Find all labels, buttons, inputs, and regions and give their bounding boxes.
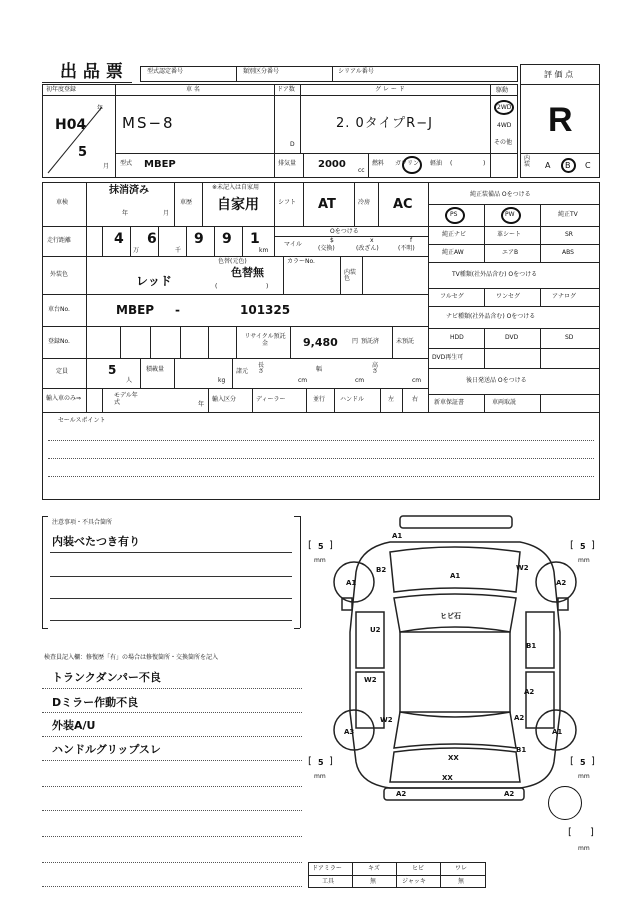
legend-r1-c4: ワレ xyxy=(455,865,468,872)
handle-left: 左 xyxy=(388,396,395,403)
tire-rr-bracket: [ xyxy=(570,756,574,767)
mileage-unit-km: km xyxy=(259,247,269,254)
evaluation-score: R xyxy=(548,101,573,139)
fuel-gasoline: ガソリン xyxy=(395,160,420,167)
first-reg-year: H04 xyxy=(55,117,87,133)
opt-manual: 車両取説 xyxy=(492,399,517,406)
interior-label: 内装 xyxy=(524,155,531,168)
tire-rl-value: 5 xyxy=(318,758,324,767)
damage-label-12: A3 xyxy=(344,728,355,736)
model-year-unit: 年 xyxy=(198,401,205,408)
fuel-paren-open: ( xyxy=(450,160,453,167)
chassis-label: 車台No. xyxy=(48,306,70,313)
header-fields xyxy=(140,66,518,82)
interior-color-label: 内装色 xyxy=(344,269,357,282)
shift-label: シフト xyxy=(278,199,297,206)
first-reg-label: 初年度登録 xyxy=(46,86,77,93)
opt-sr: SR xyxy=(565,231,573,238)
opt-dvd: DVD xyxy=(505,334,519,341)
chassis-number: 101325 xyxy=(240,303,291,317)
mileage-label: 走行距離 xyxy=(47,237,72,244)
tire-rr-value: 5 xyxy=(580,758,586,767)
doors-value: D xyxy=(290,141,295,148)
load-unit: kg xyxy=(218,377,226,384)
legend-r1-c2: キズ xyxy=(368,865,380,872)
tire-spare-bracket: [ xyxy=(568,827,572,838)
damage-label-2: A1 xyxy=(346,579,357,587)
height-label: 高さ xyxy=(372,362,379,375)
opt-airbag: エアB xyxy=(502,249,519,256)
notes-label: 注意事項・不具合箇所 xyxy=(52,519,113,526)
damage-label-14: A2 xyxy=(514,714,525,722)
opt-aw: 純正AW xyxy=(442,249,464,256)
grade-label: グ レ ー ド xyxy=(375,86,405,93)
recycle-label: リサイクル預託金 xyxy=(244,333,286,348)
class-label: 類別区分番号 xyxy=(243,68,280,75)
type-cert-label: 型式認定番号 xyxy=(147,68,184,75)
displacement-label: 排気量 xyxy=(278,160,297,167)
mileage-sym-dollar: $ xyxy=(330,237,334,244)
legend-r2-c2: 無 xyxy=(370,878,377,885)
drive-label: 駆動 xyxy=(496,87,509,94)
legend-r2-c1: 工具 xyxy=(322,878,335,885)
tire-spare-mm: mm xyxy=(578,845,590,852)
model-label: 型式 xyxy=(120,160,133,167)
repaint-value: 色替無 xyxy=(231,266,264,279)
opt-sd: SD xyxy=(565,334,574,341)
doors-label: ドア数 xyxy=(277,86,295,93)
model-value: MBEP xyxy=(144,159,176,170)
legend-r1-c3: ヒビ xyxy=(412,865,425,872)
displacement-value: 2000 xyxy=(318,159,346,170)
history-note: ※未記入は自家用 xyxy=(212,184,260,191)
inspection-label: 車検 xyxy=(56,199,69,206)
damage-label-4: A1 xyxy=(450,572,461,580)
length-cm: cm xyxy=(298,377,308,384)
evaluation-label: 評 価 点 xyxy=(544,70,574,79)
month-suffix: 月 xyxy=(103,163,110,170)
recycle-status2: 未預託 xyxy=(396,338,415,345)
damage-label-17: XX xyxy=(448,754,459,762)
damage-label-15: A1 xyxy=(552,728,563,736)
inspection-year: 年 xyxy=(122,210,129,217)
car-damage-diagram xyxy=(320,512,590,812)
width-cm: cm xyxy=(355,377,365,384)
mileage-exchange: (交換) xyxy=(318,245,335,252)
opt-full-seg: フルセグ xyxy=(440,293,464,300)
damage-label-18: XX xyxy=(442,774,453,782)
mileage-circle-note: Oをつける xyxy=(330,228,359,235)
mileage-digit-5: 1 xyxy=(250,231,260,247)
mileage-unit-man: 万 xyxy=(133,247,140,254)
height-cm: cm xyxy=(412,377,422,384)
model-year-label: モデル年式 xyxy=(114,392,138,407)
opt-leather: 革シート xyxy=(497,231,522,238)
fuel-diesel: 軽油 xyxy=(430,160,443,167)
history-value: 自家用 xyxy=(217,197,259,213)
import-class-label: 輸入区分 xyxy=(212,396,237,403)
length-label: 長さ xyxy=(258,362,265,375)
tire-fr-bracket-close: ] xyxy=(591,540,595,551)
history-label: 車歴 xyxy=(180,199,193,206)
tire-rr-bracket-close: ] xyxy=(591,756,595,767)
damage-label-11: A2 xyxy=(524,688,535,696)
damage-label-20: A2 xyxy=(504,790,515,798)
interior-a: A xyxy=(545,161,551,170)
opt-one-seg: ワンセグ xyxy=(496,293,521,300)
mileage-tamper: (改ざん) xyxy=(356,245,379,252)
opt-abs: ABS xyxy=(562,249,574,256)
displacement-unit: cc xyxy=(358,167,365,174)
damage-label-19: A2 xyxy=(396,790,407,798)
opt-warranty: 新車保証書 xyxy=(434,399,465,406)
recycle-unit: 円 xyxy=(352,338,359,345)
chassis-dash: - xyxy=(175,303,180,317)
damage-label-13: W2 xyxy=(380,716,393,724)
tire-spare-bracket-close: ] xyxy=(590,827,594,838)
color-label: 外装色 xyxy=(50,271,69,278)
mileage-digit-1: 4 xyxy=(114,231,124,247)
inspector-label: 検査員記入欄：修復歴「有」の場合は修復箇所・交換箇所を記入 xyxy=(44,654,219,661)
inspector-item-3: 外装A/U xyxy=(52,719,96,732)
inspector-item-2: Dミラー作動不良 xyxy=(52,696,139,709)
opt-tv: 純正TV xyxy=(558,211,578,218)
tire-fl-bracket: [ xyxy=(308,540,312,551)
tire-fr-mm: mm xyxy=(578,557,590,564)
inspector-item-4: ハンドルグリップスレ xyxy=(52,743,161,756)
load-label: 積載量 xyxy=(146,366,165,373)
grade-value: 2. 0タイプR−J xyxy=(336,116,433,131)
capacity-value: 5 xyxy=(108,363,117,377)
mileage-digit-4: 9 xyxy=(222,231,232,247)
mileage-sym-x: x xyxy=(370,237,374,244)
navi-type-title: ナビ種類(社外品含む) Oをつける xyxy=(446,313,536,320)
damage-label-3: B2 xyxy=(376,566,387,574)
import-label: 輸入車のみ⇒ xyxy=(46,395,82,402)
car-name-value: MS−8 xyxy=(122,114,175,132)
opt-ps: PS xyxy=(450,211,458,218)
inspection-value: 抹消済み xyxy=(109,185,149,196)
chassis-prefix: MBEP xyxy=(116,303,155,317)
car-name-label: 車 名 xyxy=(186,86,200,93)
drive-4wd: 4WD xyxy=(497,122,512,129)
dims-label: 諸元 xyxy=(236,368,249,375)
drive-2wd: 2WD xyxy=(497,104,512,111)
damage-label-1: A1 xyxy=(392,532,403,540)
handle-right: 右 xyxy=(412,396,419,403)
mileage-sym-f: f xyxy=(410,237,413,244)
shift-value: AT xyxy=(318,197,336,212)
tire-fr-value: 5 xyxy=(580,542,586,551)
import-parallel: 並行 xyxy=(313,396,326,403)
tv-type-title: TV種類(社外品含む) Oをつける xyxy=(452,271,538,278)
legend-r2-c4: 無 xyxy=(458,878,465,885)
genuine-title: 純正装備品 Oをつける xyxy=(470,191,531,198)
mileage-unknown: (不明) xyxy=(398,245,415,252)
damage-label-10: W2 xyxy=(364,676,377,684)
interior-c: C xyxy=(585,161,591,170)
damage-label-8: U2 xyxy=(370,626,381,634)
drive-other: その他 xyxy=(494,139,513,146)
tire-rl-bracket: [ xyxy=(308,756,312,767)
inspection-month: 月 xyxy=(163,210,170,217)
damage-label-9: B1 xyxy=(526,642,537,650)
handle-label: ハンドル xyxy=(340,396,365,403)
opt-analog: アナログ xyxy=(552,293,577,300)
repaint-paren-close: ) xyxy=(266,283,269,290)
damage-label-16: B1 xyxy=(516,746,527,754)
inspector-item-1: トランクダンパー不良 xyxy=(52,671,161,684)
color-value: レッド xyxy=(136,274,172,288)
ac-label: 冷房 xyxy=(358,199,371,206)
fuel-paren-close: ) xyxy=(483,160,486,167)
legend-r1-c1: ドアミラー xyxy=(312,865,342,872)
tire-fl-bracket-close: ] xyxy=(329,540,333,551)
fuel-circle xyxy=(402,156,422,174)
mileage-digit-3: 9 xyxy=(194,231,204,247)
damage-label-5: W2 xyxy=(516,564,529,572)
ac-value: AC xyxy=(393,197,413,212)
tire-rr-mm: mm xyxy=(578,773,590,780)
first-reg-month: 5 xyxy=(78,145,88,160)
serial-label: シリアル番号 xyxy=(338,68,374,75)
tire-fl-mm: mm xyxy=(314,557,326,564)
mileage-digit-2: 6 xyxy=(147,231,157,247)
registration-label: 登録No. xyxy=(48,338,70,345)
repaint-paren-open: ( xyxy=(215,283,218,290)
note-item-1: 内装べたつき有り xyxy=(52,535,140,548)
capacity-unit: 人 xyxy=(126,377,133,384)
width-label: 幅 xyxy=(316,366,323,373)
mileage-mile-label: マイル xyxy=(284,241,302,248)
capacity-label: 定員 xyxy=(56,368,69,375)
tire-fr-bracket: [ xyxy=(570,540,574,551)
recycle-value: 9,480 xyxy=(303,336,338,349)
color-no-label: カラーNo. xyxy=(287,258,315,265)
opt-navi: 純正ナビ xyxy=(442,231,467,238)
opt-pw: PW xyxy=(505,211,515,218)
year-suffix: 年 xyxy=(97,105,104,112)
repaint-label: 色替(元色) xyxy=(218,258,247,265)
legend-r2-c3: ジャッキ xyxy=(402,878,426,885)
interior-b: B xyxy=(565,161,571,170)
recycle-status1: 預託済 xyxy=(361,338,380,345)
damage-label-6: A2 xyxy=(556,579,567,587)
form-title: 出 品 票 xyxy=(60,62,123,82)
mileage-unit-sen: 千 xyxy=(175,247,182,254)
tire-rl-mm: mm xyxy=(314,773,326,780)
later-title: 後日発送品 Oをつける xyxy=(466,377,527,384)
opt-dvd-play: DVD再生可 xyxy=(432,354,464,361)
tire-fl-value: 5 xyxy=(318,542,324,551)
fuel-label: 燃料 xyxy=(372,160,385,167)
tire-rl-bracket-close: ] xyxy=(329,756,333,767)
import-dealer: ディーラー xyxy=(256,396,286,403)
damage-label-7: ヒビ石 xyxy=(440,612,461,620)
sales-points-label: セールスポイント xyxy=(58,417,106,424)
opt-hdd: HDD xyxy=(450,334,464,341)
